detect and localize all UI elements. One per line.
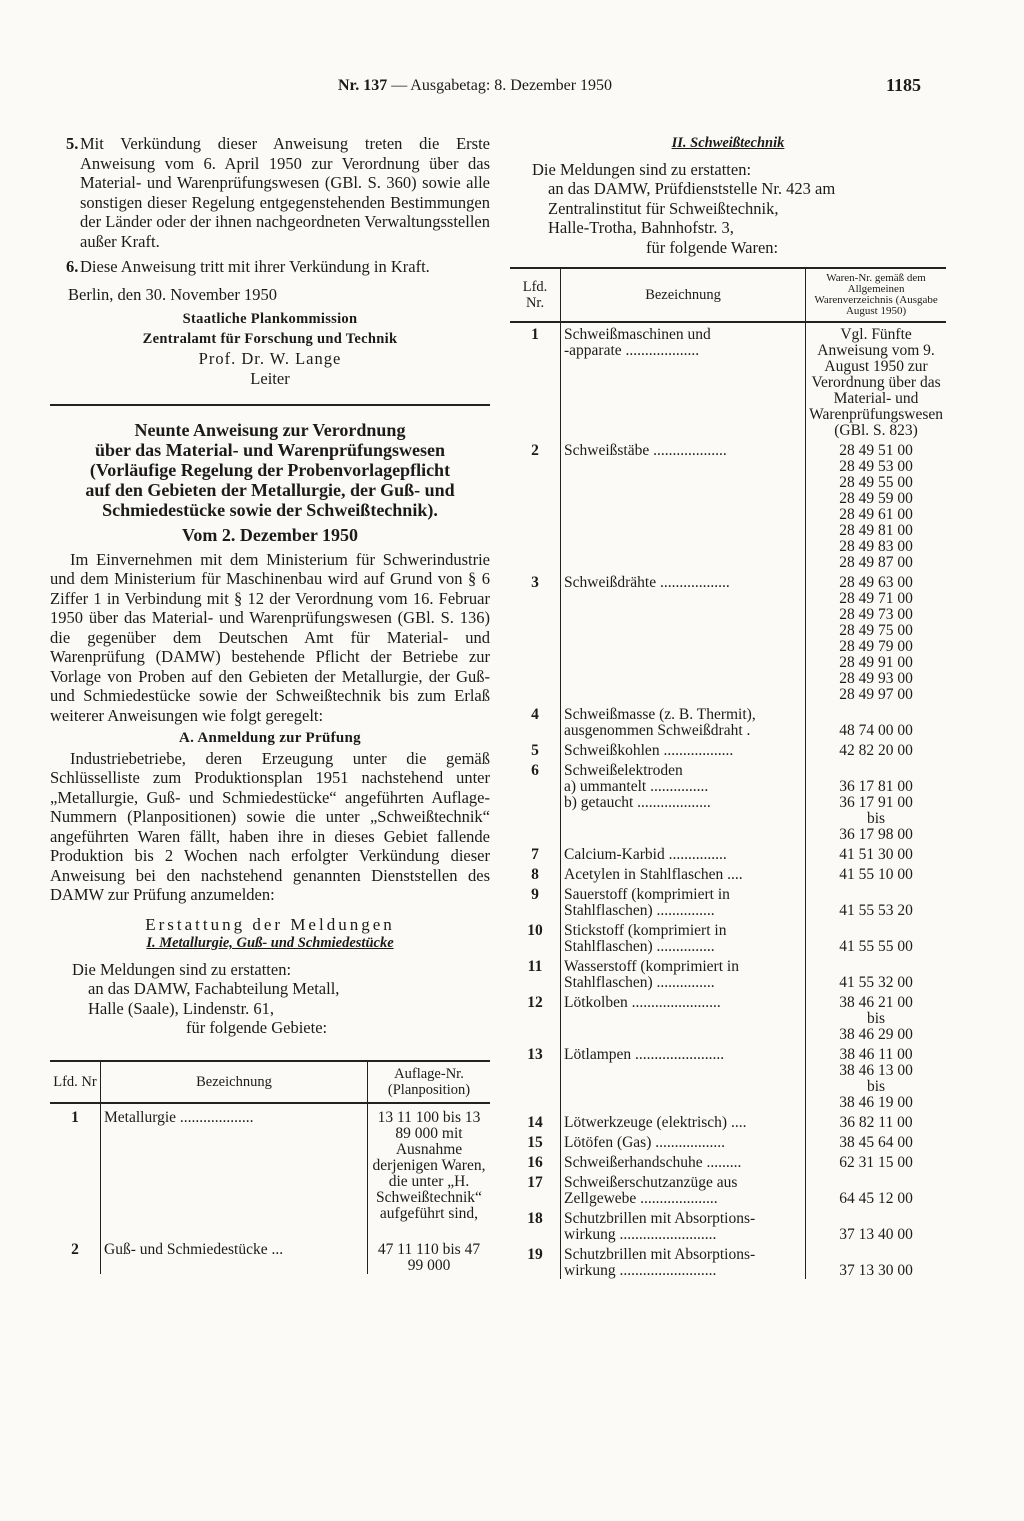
table-row bbox=[510, 703, 946, 739]
row-desc: Lötwerkzeuge (elektrisch) .... bbox=[561, 1111, 806, 1131]
row-nr: 1 bbox=[531, 326, 539, 343]
table-row bbox=[510, 883, 946, 919]
row-desc: Acetylen in Stahlflaschen .... bbox=[561, 863, 806, 883]
row-code: 41 55 55 00 bbox=[806, 919, 946, 955]
row-nr: 8 bbox=[531, 866, 539, 883]
row-nr: 2 bbox=[531, 442, 539, 459]
intro-paragraph: Im Einvernehmen mit dem Ministerium für Schwerindustrie und dem Ministerium für Maschinenbau wird auf Grund von § 6 Ziffer 1 in Verbindung mit § 12 der Verordnung vom 16. Februar 1950 über das Material- und Warenprüfungswesen (GBl. S. 136) die gegenüber dem Deutschen Amt für Material- und Warenprüfung (DAMW) bestehende Pflicht der Betriebe zur Vorlage von Proben auf den Gebieten der Metallurgie, der Guß- und Schmiedestücke sowie der Schweißtechnik bis zum Erlaß weiterer Anweisungen wie folgt geregelt: bbox=[50, 549, 490, 725]
place-date: Berlin, den 30. November 1950 bbox=[68, 284, 277, 304]
row-nr: 19 bbox=[527, 1246, 543, 1263]
row-nr: 18 bbox=[527, 1210, 543, 1227]
column-header-nr: Lfd. Nr bbox=[50, 1061, 101, 1103]
row-code: 13 11 100 bis 13 89 000 mit Ausnahme derjenigen Waren, die unter „H. Schweißtechnik“ aufgeführt sind, bbox=[368, 1103, 491, 1236]
row-desc: Schutzbrillen mit Absorptions- wirkung ......................... bbox=[561, 1207, 806, 1243]
column-header-warennr: Waren-Nr. gemäß dem Allgemeinen Warenverzeichnis (Ausgabe August 1950) bbox=[806, 268, 946, 322]
table-row bbox=[510, 1243, 946, 1279]
row-nr: 7 bbox=[531, 846, 539, 863]
row-desc: Calcium-Karbid ............... bbox=[561, 843, 806, 863]
page-header bbox=[0, 76, 1024, 100]
table-row bbox=[510, 1151, 946, 1171]
signer-role: Leiter bbox=[250, 368, 290, 388]
row-code: 38 46 11 00 38 46 13 00 bis 38 46 19 00 bbox=[806, 1043, 946, 1111]
row-desc: Schweißelektroden a) ummantelt ............... b) getaucht ................... bbox=[561, 759, 806, 843]
table-row bbox=[510, 322, 946, 439]
table-row bbox=[510, 1043, 946, 1111]
right-column bbox=[510, 134, 946, 1279]
table-row bbox=[510, 991, 946, 1043]
row-code: 64 45 12 00 bbox=[806, 1171, 946, 1207]
row-nr: 15 bbox=[527, 1134, 543, 1151]
report-line-4: Halle-Trotha, Bahnhofstr. 3, bbox=[548, 218, 734, 237]
table-row bbox=[510, 759, 946, 843]
row-desc: Schweißmasse (z. B. Thermit), ausgenommen Schweißdraht . bbox=[561, 703, 806, 739]
table-row bbox=[510, 843, 946, 863]
table-row bbox=[510, 1171, 946, 1207]
row-nr: 5 bbox=[531, 742, 539, 759]
left-column bbox=[50, 134, 490, 1274]
table-row bbox=[510, 571, 946, 703]
numbered-paragraph-6 bbox=[50, 257, 490, 277]
row-desc: Wasserstoff (komprimiert in Stahlflaschen) ............... bbox=[561, 955, 806, 991]
issue-date: — Ausgabetag: 8. Dezember 1950 bbox=[391, 77, 613, 94]
report-line-2: an das DAMW, Prüfdienststelle Nr. 423 am bbox=[548, 179, 836, 198]
row-code: 28 49 51 00 28 49 53 00 28 49 55 00 28 49 59 00 28 49 61 00 28 49 81 00 28 49 83 00 28 49 87 00 bbox=[806, 439, 946, 571]
table-row bbox=[510, 1207, 946, 1243]
table-row bbox=[510, 739, 946, 759]
numbered-paragraph-5 bbox=[50, 134, 490, 251]
row-desc: Schweißkohlen .................. bbox=[561, 739, 806, 759]
row-code: 47 11 110 bis 47 99 000 bbox=[368, 1236, 491, 1274]
table-row bbox=[50, 1236, 490, 1274]
row-nr: 3 bbox=[531, 574, 539, 591]
table-row bbox=[510, 919, 946, 955]
report-line-5: für folgende Waren: bbox=[646, 237, 779, 257]
paragraph-number: 6. bbox=[66, 257, 79, 276]
signature-org-2: Zentralamt für Forschung und Technik bbox=[142, 330, 398, 347]
report-line-2: an das DAMW, Fachabteilung Metall, bbox=[88, 979, 340, 998]
row-nr: 10 bbox=[527, 922, 543, 939]
row-desc: Guß- und Schmiedestücke ... bbox=[101, 1236, 368, 1274]
row-code: 36 82 11 00 bbox=[806, 1111, 946, 1131]
title-line: über das Material- und Warenprüfungswesen bbox=[94, 440, 446, 460]
row-nr: 13 bbox=[527, 1046, 543, 1063]
title-line: (Vorläufige Regelung der Probenvorlagepflicht bbox=[89, 460, 451, 480]
row-code: 41 55 10 00 bbox=[806, 863, 946, 883]
report-line-1: Die Meldungen sind zu erstatten: bbox=[532, 159, 752, 179]
row-desc: Metallurgie ................... bbox=[101, 1103, 368, 1236]
signer-name: Prof. Dr. W. Lange bbox=[198, 349, 342, 368]
table-header-row bbox=[50, 1061, 490, 1103]
row-desc: Schutzbrillen mit Absorptions- wirkung ......................... bbox=[561, 1243, 806, 1279]
row-code: 37 13 40 00 bbox=[806, 1207, 946, 1243]
table-row bbox=[510, 1111, 946, 1131]
erstattung-heading: Erstattung der Meldungen bbox=[145, 914, 395, 934]
table-row bbox=[510, 955, 946, 991]
section-a-heading: A. Anmeldung zur Prüfung bbox=[179, 730, 361, 746]
report-line-4: für folgende Gebiete: bbox=[186, 1018, 328, 1037]
row-nr: 12 bbox=[527, 994, 543, 1011]
row-nr: 16 bbox=[527, 1154, 543, 1171]
row-desc: Schweißdrähte .................. bbox=[561, 571, 806, 703]
column-header-bezeichnung: Bezeichnung bbox=[101, 1061, 368, 1103]
column-header-auflage: Auflage-Nr. (Planposition) bbox=[368, 1061, 491, 1103]
row-nr: 14 bbox=[527, 1114, 543, 1131]
section-a-paragraph: Industriebetriebe, deren Erzeugung unter die gemäß Schlüsselliste zum Produktionsplan 1951 nachstehend unter „Metallurgie, Guß- und Schmiedestücke“ angeführten Auflage-Nummern (Planpositionen) sowie die unter „Schweißtechnik“ angeführten Waren fällt, haben ihre in dieses Gebiet fallende Produktion bis 2 Wochen nach erfolgter Verkündung dieser Anweisung bei den nachstehend genannten Dienststellen des DAMW zur Prüfung anzumelden: bbox=[50, 748, 490, 904]
issue-date-line bbox=[338, 76, 612, 96]
page-number: 1185 bbox=[886, 75, 922, 95]
subsection-1-heading: I. Metallurgie, Guß- und Schmiedestücke bbox=[146, 935, 394, 951]
row-nr: 11 bbox=[527, 958, 543, 975]
row-nr: 6 bbox=[531, 762, 539, 779]
table-header-row bbox=[510, 268, 946, 322]
row-code: 62 31 15 00 bbox=[806, 1151, 946, 1171]
row-desc: Schweißerschutzanzüge aus Zellgewebe .................... bbox=[561, 1171, 806, 1207]
document-date: Vom 2. Dezember 1950 bbox=[182, 525, 358, 545]
section-divider bbox=[50, 404, 490, 406]
welding-table-body bbox=[510, 322, 946, 1279]
report-line-3: Halle (Saale), Lindenstr. 61, bbox=[88, 998, 275, 1018]
row-code: 28 49 63 00 28 49 71 00 28 49 73 00 28 49 75 00 28 49 79 00 28 49 91 00 28 49 93 00 28 49 97 00 bbox=[806, 571, 946, 703]
table-row bbox=[510, 1131, 946, 1151]
welding-table bbox=[510, 267, 946, 1279]
row-nr: 4 bbox=[531, 706, 539, 723]
metallurgy-table bbox=[50, 1060, 490, 1274]
signature-org-1: Staatliche Plankommission bbox=[182, 311, 358, 327]
row-nr: 17 bbox=[527, 1174, 543, 1191]
row-desc: Schweißmaschinen und -apparate ................... bbox=[561, 322, 806, 439]
title-line: auf den Gebieten der Metallurgie, der Guß- und bbox=[85, 480, 455, 500]
row-desc: Sauerstoff (komprimiert in Stahlflaschen) ............... bbox=[561, 883, 806, 919]
table-row bbox=[510, 439, 946, 571]
row-desc: Stickstoff (komprimiert in Stahlflaschen) ............... bbox=[561, 919, 806, 955]
row-code: Vgl. Fünfte Anweisung vom 9. August 1950 zur Verordnung über das Material- und Warenprüfungswesen (GBl. S. 823) bbox=[806, 322, 946, 439]
row-code: 37 13 30 00 bbox=[806, 1243, 946, 1279]
paragraph-text: Mit Verkündung dieser Anweisung treten die Erste Anweisung vom 6. April 1950 zur Verordnung über das Material- und Warenprüfungswesen (GBl. S. 360) sowie alle sonstigen dieser Regelung entgegenstehenden Bestimmungen der Länder oder der ihnen nachgeordneten Verwaltungsstellen außer Kraft. bbox=[80, 134, 490, 251]
row-nr: 1 bbox=[71, 1108, 79, 1126]
paragraph-number: 5. bbox=[66, 134, 79, 153]
row-code: 41 55 32 00 bbox=[806, 955, 946, 991]
issue-number: Nr. 137 bbox=[338, 77, 388, 94]
title-line: Schmiedestücke sowie der Schweißtechnik). bbox=[102, 500, 438, 520]
row-desc: Lötkolben ....................... bbox=[561, 991, 806, 1043]
title-line: Neunte Anweisung zur Verordnung bbox=[134, 420, 406, 440]
column-header-nr: Lfd. Nr. bbox=[510, 268, 561, 322]
row-code: 36 17 81 00 36 17 91 00 bis 36 17 98 00 bbox=[806, 759, 946, 843]
row-code: 41 51 30 00 bbox=[806, 843, 946, 863]
row-code: 42 82 20 00 bbox=[806, 739, 946, 759]
report-line-3: Zentralinstitut für Schweißtechnik, bbox=[548, 198, 779, 218]
row-code: 38 45 64 00 bbox=[806, 1131, 946, 1151]
column-header-bezeichnung: Bezeichnung bbox=[561, 268, 806, 322]
paragraph-text: Diese Anweisung tritt mit ihrer Verkündung in Kraft. bbox=[80, 257, 430, 276]
row-desc: Schweißerhandschuhe ......... bbox=[561, 1151, 806, 1171]
row-code: 38 46 21 00 bis 38 46 29 00 bbox=[806, 991, 946, 1043]
row-desc: Lötlampen ....................... bbox=[561, 1043, 806, 1111]
row-code: 41 55 53 20 bbox=[806, 883, 946, 919]
row-code: 48 74 00 00 bbox=[806, 703, 946, 739]
row-nr: 9 bbox=[531, 886, 539, 903]
report-line-1: Die Meldungen sind zu erstatten: bbox=[72, 959, 292, 979]
document-title bbox=[50, 420, 490, 520]
table-row bbox=[50, 1103, 490, 1236]
row-nr: 2 bbox=[71, 1240, 79, 1258]
subsection-2-heading: II. Schweißtechnik bbox=[671, 135, 785, 151]
row-desc: Lötöfen (Gas) .................. bbox=[561, 1131, 806, 1151]
table-row bbox=[510, 863, 946, 883]
row-desc: Schweißstäbe ................... bbox=[561, 439, 806, 571]
